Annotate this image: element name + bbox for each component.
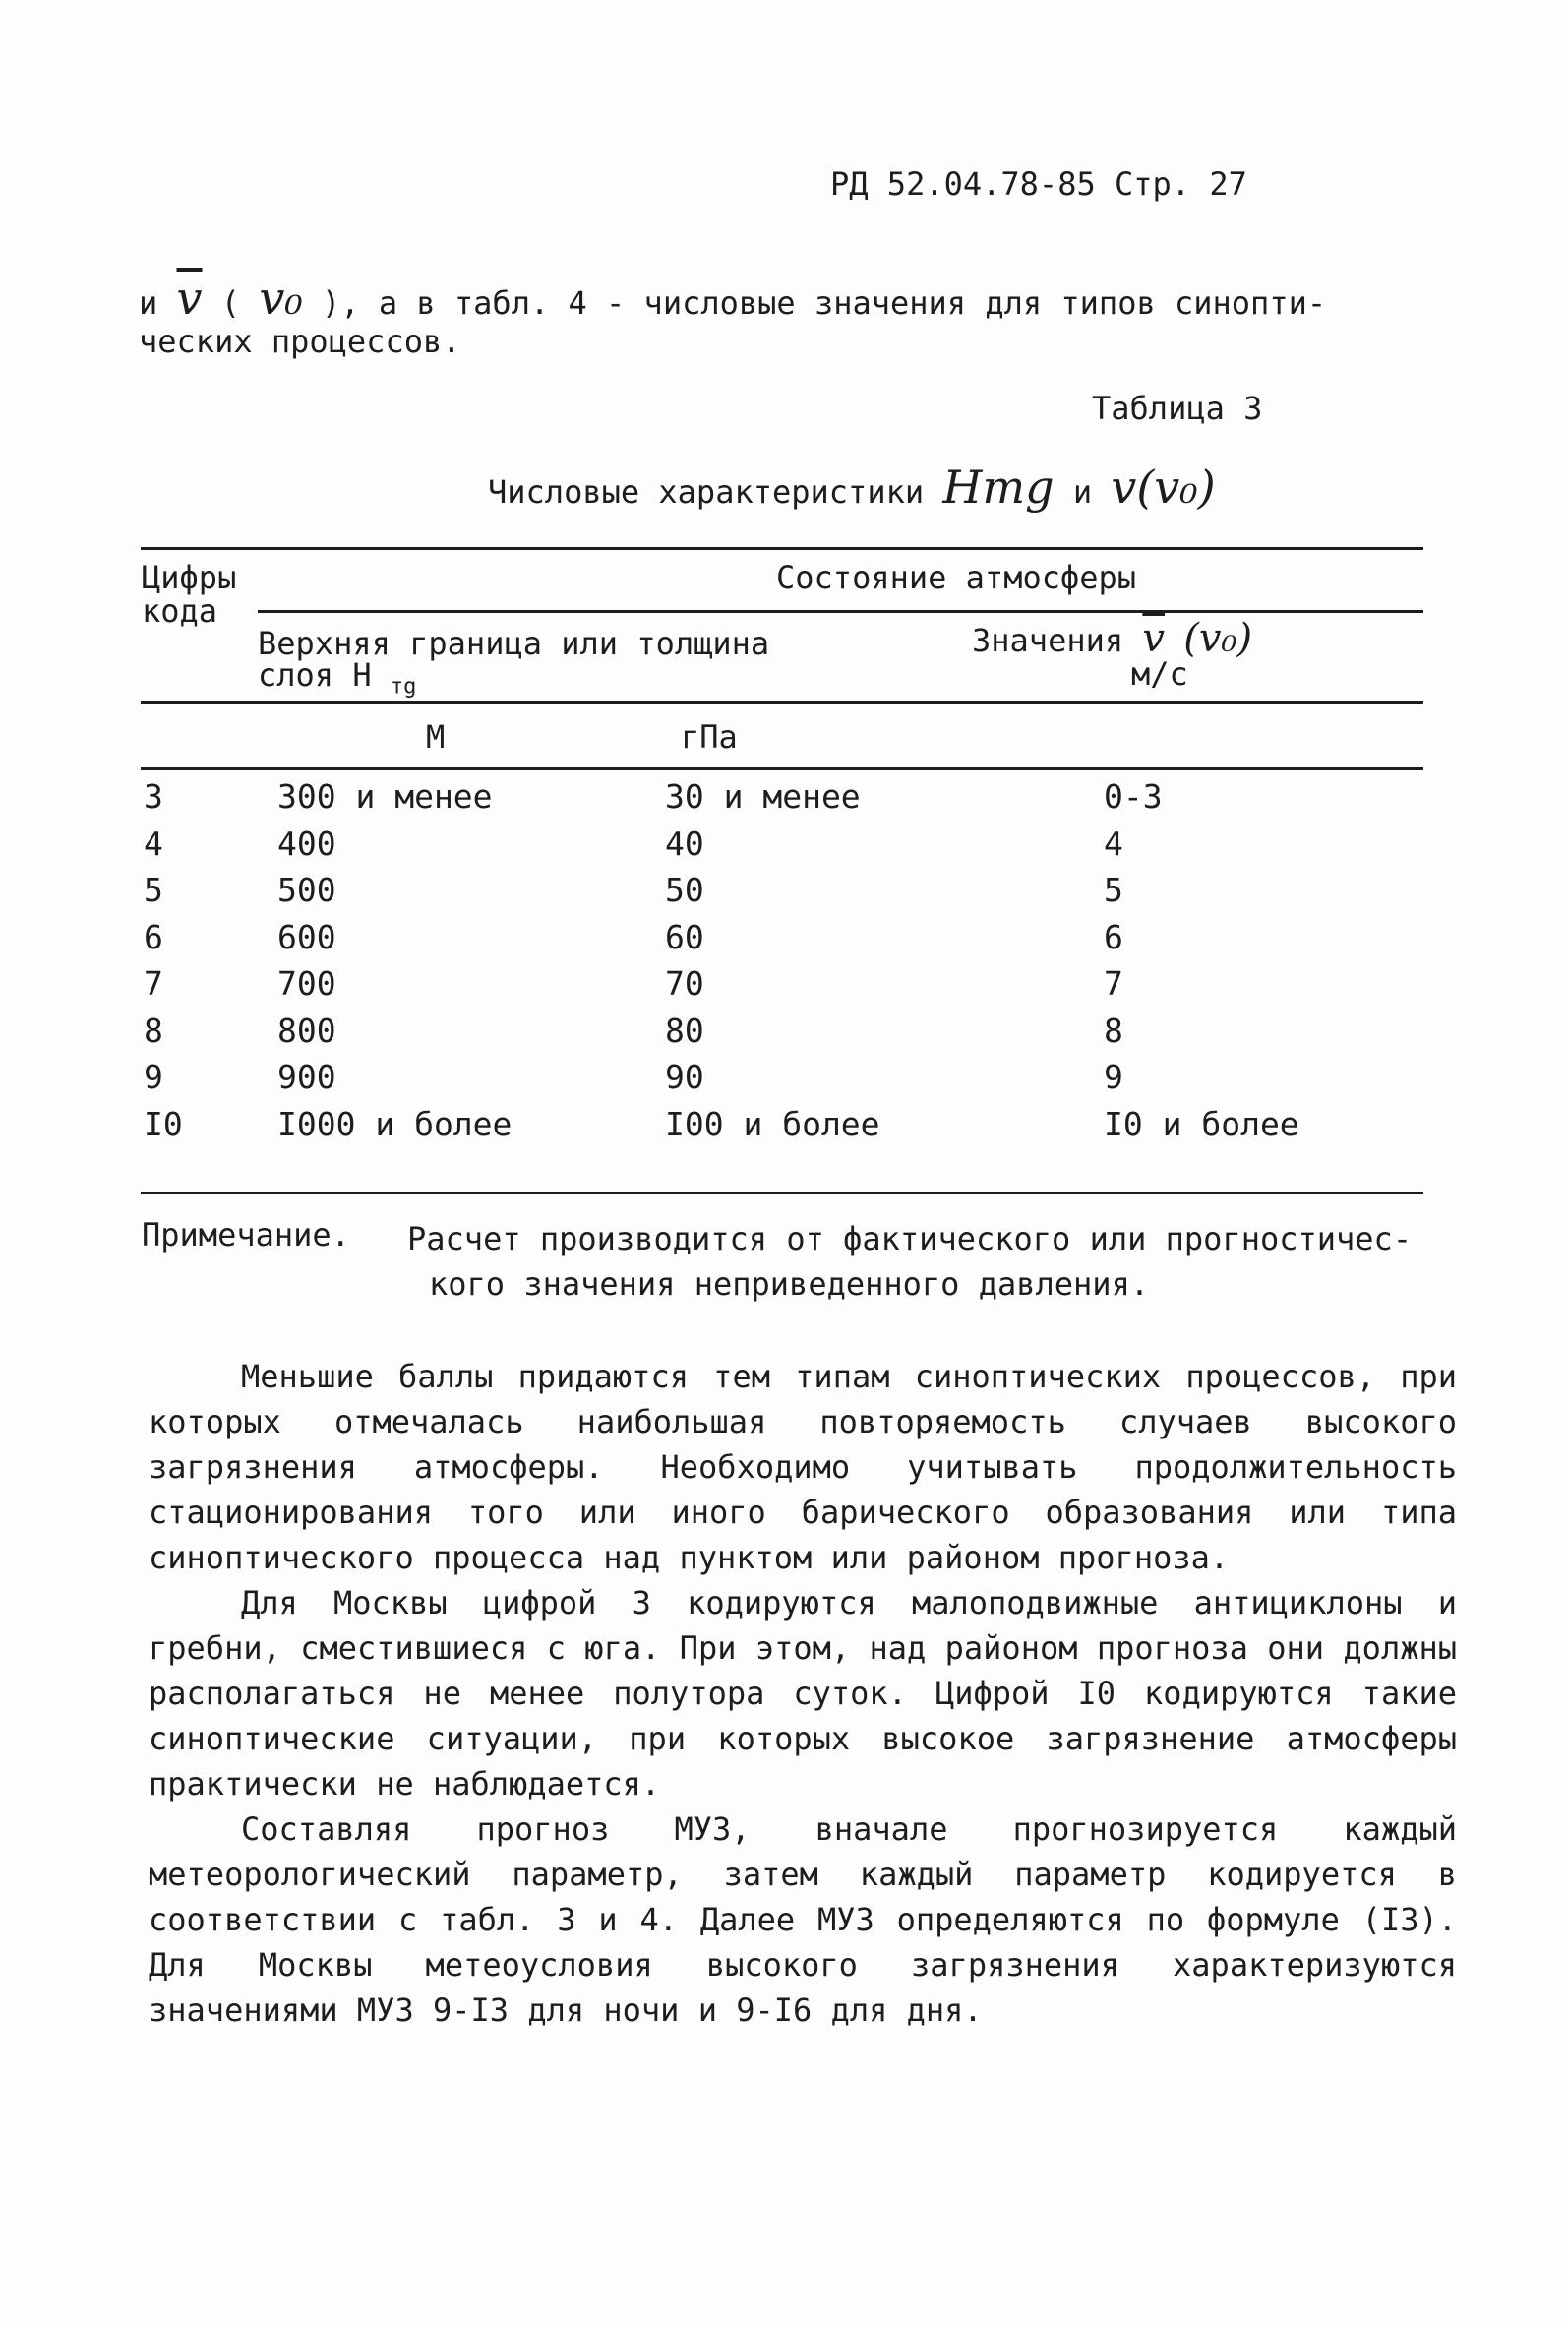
col-height-subscript: тg [390, 674, 417, 700]
caption-symbol-v: v(v₀) [1111, 460, 1216, 514]
col-value-unit: м/с [1131, 655, 1188, 693]
page-header: РД 52.04.78-85 Стр. 27 [830, 165, 1247, 203]
intro-and: и [139, 284, 158, 322]
atmosphere-state-header: Состояние атмосферы [776, 559, 1137, 596]
velocity-zero-symbol: v₀ [259, 272, 303, 325]
intro-line-2: ческих процессов. [139, 323, 461, 360]
col-height-header-line2 [258, 656, 769, 703]
pressure-cell: I00 и более [665, 1104, 880, 1143]
pressure-cell: 40 [665, 824, 704, 863]
wind-cell: 0-3 [1104, 777, 1163, 816]
wind-cell: 8 [1104, 1010, 1123, 1050]
table-sub-rule [258, 610, 1423, 613]
paragraph-2: Для Москвы цифрой 3 кодируются малоподвижные антициклоны и гребни, сместившиеся с юга. При этом, над районом прогноза они должны располагаться не менее полутора суток. Цифрой I0 кодируются такие синоптические ситуации, при которых высокое загрязнение атмосферы практически не наблюдается. [149, 1584, 1457, 1803]
paragraph-3: Составляя прогноз МУЗ, вначале прогнозируется каждый метеорологический параметр, затем каждый параметр кодируется в соответствии с табл. 3 и 4. Далее МУЗ определяются по формуле (I3). Для Москвы метеоусловия высокого загрязнения характеризуются значениями МУЗ 9-I3 для ночи и 9-I6 для дня. [149, 1810, 1457, 2029]
height-cell: 300 и менее [277, 777, 493, 816]
height-cell: 600 [277, 917, 336, 956]
wind-cell: 5 [1104, 871, 1123, 909]
col-code-header-line1: Цифры [142, 559, 237, 596]
caption-text: Числовые характеристики [488, 473, 925, 511]
pressure-cell: 70 [665, 964, 704, 1003]
note-text [407, 1216, 1412, 1307]
col-value-header-line1 [972, 616, 1253, 661]
col-height-header-line1: Верхняя граница или толщина [258, 625, 770, 662]
code-cell: 3 [144, 777, 163, 816]
height-cell: I000 и более [277, 1104, 513, 1143]
pressure-cell: 30 и менее [665, 777, 861, 816]
height-cell: 800 [277, 1010, 336, 1050]
unit-m: М [426, 718, 446, 756]
note-text-line1: Расчет производится от фактического или прогностичес- [407, 1220, 1413, 1257]
col-code-header-line2: кода [142, 592, 218, 630]
col-height-layer-label: слоя H [258, 656, 372, 694]
table-number: Таблица 3 [1092, 390, 1263, 427]
code-cell: 8 [144, 1010, 163, 1050]
pressure-cell: 50 [665, 871, 704, 909]
note-label: Примечание. [142, 1216, 350, 1254]
wind-cell: 7 [1104, 964, 1123, 1003]
code-cell: 9 [144, 1058, 163, 1096]
table-caption [488, 460, 1216, 514]
unit-gpa: гПа [681, 718, 738, 756]
height-cell: 900 [277, 1058, 336, 1096]
col-value-symbol-v0: (v₀) [1183, 616, 1253, 661]
height-cell: 700 [277, 964, 336, 1003]
table-bottom-rule [141, 1192, 1423, 1194]
col-value-header [972, 616, 1253, 693]
wind-cell: I0 и более [1104, 1104, 1299, 1143]
paren-open: ( [220, 284, 241, 322]
note-text-line2: кого значения неприведенного давления. [429, 1265, 1150, 1303]
col-height-header [258, 625, 770, 703]
col-code-header [142, 561, 236, 628]
wind-cell: 9 [1104, 1058, 1123, 1096]
table-units-rule [141, 767, 1423, 770]
table-top-rule [141, 547, 1423, 550]
caption-symbol-h: Hтg [942, 460, 1055, 514]
pressure-cell: 90 [665, 1058, 704, 1096]
height-cell: 400 [277, 824, 336, 863]
code-cell: 6 [144, 917, 163, 956]
code-cell: I0 [144, 1104, 183, 1143]
code-cell: 5 [144, 871, 163, 909]
wind-cell: 4 [1104, 824, 1123, 863]
caption-and: и [1072, 473, 1093, 511]
wind-cell: 6 [1104, 917, 1123, 956]
pressure-cell: 60 [665, 917, 704, 956]
col-value-symbol: $\overline{v}$ [1142, 616, 1165, 661]
velocity-symbol: $\overline{v}$ [176, 272, 203, 325]
code-cell: 4 [144, 824, 163, 863]
height-cell: 500 [277, 871, 336, 909]
col-value-label: Значения [972, 622, 1124, 659]
code-cell: 7 [144, 964, 163, 1003]
intro-line-1 [139, 272, 1326, 325]
pressure-cell: 80 [665, 1010, 704, 1050]
intro-rest: ), а в табл. 4 - числовые значения для типов синопти- [322, 284, 1327, 322]
paragraph-1: Меньшие баллы придаются тем типам синоптических процессов, при которых отмечалась наибольшая повторяемость случаев высокого загрязнения атмосферы. Необходимо учитывать продолжительность стационирования того или иного барического образования или типа синоптического процесса над пунктом или районом прогноза. [149, 1358, 1457, 1576]
